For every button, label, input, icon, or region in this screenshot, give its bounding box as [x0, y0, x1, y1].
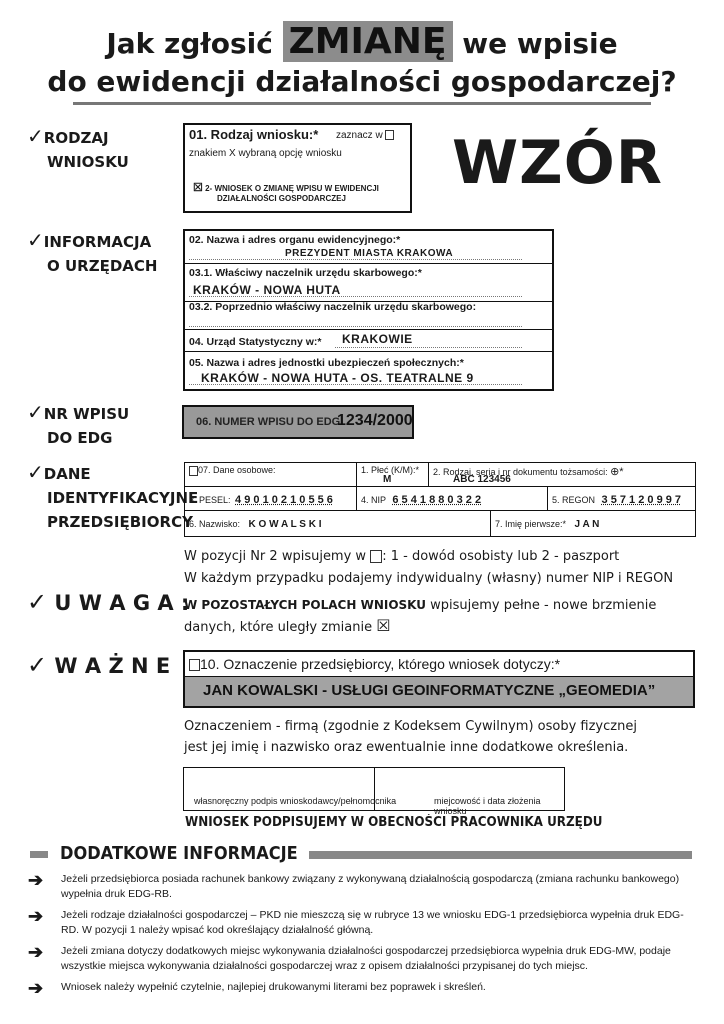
- check-icon: ✓: [27, 228, 44, 252]
- check-icon: ✓: [27, 588, 48, 616]
- field-10-value: JAN KOWALSKI - USŁUGI GEOINFORMATYCZNE „GEOMEDIA”: [203, 682, 656, 699]
- checkbox-icon: [189, 659, 200, 671]
- checked-box-icon[interactable]: ☒: [193, 182, 203, 194]
- box01-hint2: znakiem X wybraną opcję wniosku: [189, 148, 342, 159]
- cell-nazwisko[interactable]: 6. Nazwisko: K O W A L S K I: [184, 510, 491, 537]
- list-item: ➔ Jeżeli przedsiębiorca posiada rachunek bankowy związany z wykonywaną działalnością gospodarczą (zmiana rachunku bankowego) wypełnia druk EDG-RB.: [28, 870, 680, 900]
- side-uwaga: ✓ U W A G A :: [27, 588, 190, 616]
- cell-nip[interactable]: 4. NIP 6 5 4 1 8 8 0 3 2 2: [356, 486, 548, 511]
- field-nr-wpisu[interactable]: 06. NUMER WPISU DO EDG 1234/2000: [182, 405, 414, 439]
- signature-right-label[interactable]: miejcowość i data złożenia wniosku: [434, 796, 541, 816]
- side-wazne: ✓ W A Ż N E: [27, 651, 171, 679]
- title-highlight: ZMIANĘ: [283, 21, 453, 62]
- field-02[interactable]: 02. Nazwa i adres organu ewidencyjnego:* PREZYDENT MIASTA KRAKOWA: [185, 231, 552, 264]
- cell-pesel[interactable]: 3. PESEL: 4 9 0 1 0 2 1 0 5 5 6: [184, 486, 357, 511]
- arrow-right-icon: ➔: [28, 870, 44, 890]
- checkbox-icon: [189, 466, 198, 476]
- title-post: we wpisie: [452, 27, 618, 60]
- uwaga-line4: danych, które uległy zmianie ☒: [184, 616, 391, 635]
- header-bar-left: [30, 851, 48, 858]
- watermark: WZÓR: [452, 128, 663, 198]
- wazne-desc2: jest jej imię i nazwisko oraz ewentualnie inne dodatkowe określenia.: [184, 740, 629, 755]
- field-032[interactable]: 03.2. Poprzednio właściwy naczelnik urzędu skarbowego:: [185, 301, 552, 330]
- cell-dokument[interactable]: 2. Rodzaj, seria i nr dokumentu tożsamości: ⊕* ABC 123456: [428, 462, 696, 487]
- cell-regon[interactable]: 5. REGON 3 5 7 1 2 0 9 9 7: [547, 486, 696, 511]
- signature-left-label[interactable]: własnoręczny podpis wnioskodawcy/pełnomocnika: [194, 796, 397, 806]
- check-icon: ✓: [27, 460, 44, 484]
- signature-box: [183, 767, 565, 816]
- box01-hint1: zaznacz w: [336, 130, 394, 141]
- side-nr: ✓NR WPISU DO EDG: [27, 400, 130, 447]
- wazne-desc1: Oznaczeniem - firmą (zgodnie z Kodeksem Cywilnym) osoby fizycznej: [184, 719, 637, 734]
- table-dane-osobowe: [184, 462, 696, 538]
- arrow-right-icon: ➔: [28, 906, 44, 926]
- title-rule: [73, 102, 651, 105]
- field-031[interactable]: 03.1. Właściwy naczelnik urzędu skarbowego:* KRAKÓW - NOWA HUTA: [185, 263, 552, 302]
- cell-imie[interactable]: 7. Imię pierwsze:* J A N: [490, 510, 696, 537]
- side-rodzaj: ✓RODZAJ WNIOSKU: [27, 124, 129, 171]
- page-title: [0, 20, 724, 66]
- field-10[interactable]: [183, 650, 695, 708]
- cell-07: 07. Dane osobowe:: [184, 462, 357, 487]
- arrow-right-icon: ➔: [28, 942, 44, 962]
- box01-title: 01. Rodzaj wniosku:*: [189, 127, 319, 142]
- field-05[interactable]: 05. Nazwa i adres jednostki ubezpieczeń społecznych:* KRAKÓW - NOWA HUTA - OS. TEATRALNE 9: [185, 351, 552, 391]
- checkbox-icon: [370, 550, 382, 563]
- uwaga-line3: W POZOSTAŁYCH POLACH WNIOSKU wpisujemy pełne - nowe brzmienie: [184, 598, 657, 613]
- check-icon: ✓: [27, 651, 48, 679]
- field-10-label: 10. Oznaczenie przedsiębiorcy, którego wniosek dotyczy:*: [189, 656, 560, 672]
- field-04[interactable]: 04. Urząd Statystyczny w:* KRAKOWIE: [185, 329, 552, 352]
- uwaga-line1: W pozycji Nr 2 wpisujemy w : 1 - dowód osobisty lub 2 - paszport: [184, 549, 620, 564]
- uwaga-line2: W każdym przypadku podajemy indywidualny (własny) numer NIP i REGON: [184, 571, 674, 586]
- page-title-line2: do ewidencji działalności gospodarczej?: [47, 65, 677, 98]
- side-dane: ✓DANE IDENTYFIKACYJNE PRZEDSIĘBIORCY: [27, 460, 199, 531]
- dodatkowe-header: DODATKOWE INFORMACJE: [60, 843, 298, 864]
- checked-box-icon: ☒: [376, 616, 391, 635]
- list-item: ➔ Jeżeli rodzaje działalności gospodarczej – PKD nie mieszczą się w rubryce 13 we wniosku EDG-1 przedsiębiorca wypełnia druk EDG-RD. W pozycji 1 należy wpisać kod określający działalność główną.: [28, 906, 684, 936]
- check-icon: ✓: [27, 124, 44, 148]
- side-info: ✓INFORMACJA O URZĘDACH: [27, 228, 158, 275]
- cell-plec[interactable]: 1. Płeć (K/M):* M: [356, 462, 429, 487]
- arrow-right-icon: ➔: [28, 978, 44, 998]
- box-rodzaj-wniosku: [183, 123, 412, 213]
- list-item: ➔ Wniosek należy wypełnić czytelnie, najlepiej drukowanymi literami bez poprawek i skreśleń.: [28, 978, 486, 998]
- check-icon: ✓: [27, 400, 44, 424]
- list-item: ➔ Jeżeli zmiana dotyczy dodatkowych miejsc wykonywania działalności gospodarczej przedsiębiorca wypełnia druk EDG-MW, podaje wszystkie miejsca wykonywania działalności gospodarczej wraz z opisem działalności przypisanej do tych miejsc.: [28, 942, 671, 972]
- box01-option[interactable]: ☒ 2- WNIOSEK O ZMIANĘ WPISU W EWIDENCJI DZIAŁALNOŚCI GOSPODARCZEJ: [193, 182, 379, 203]
- header-bar-right: [309, 851, 692, 859]
- signature-note: WNIOSEK PODPISUJEMY W OBECNOŚCI PRACOWNIKA URZĘDU: [185, 815, 603, 830]
- checkbox-icon: [385, 130, 394, 140]
- dodatkowe-list: [28, 872, 694, 1000]
- title-pre: Jak zgłosić: [106, 27, 283, 60]
- document-icon: ⊕*: [610, 466, 624, 478]
- box-urzedy: [183, 229, 554, 391]
